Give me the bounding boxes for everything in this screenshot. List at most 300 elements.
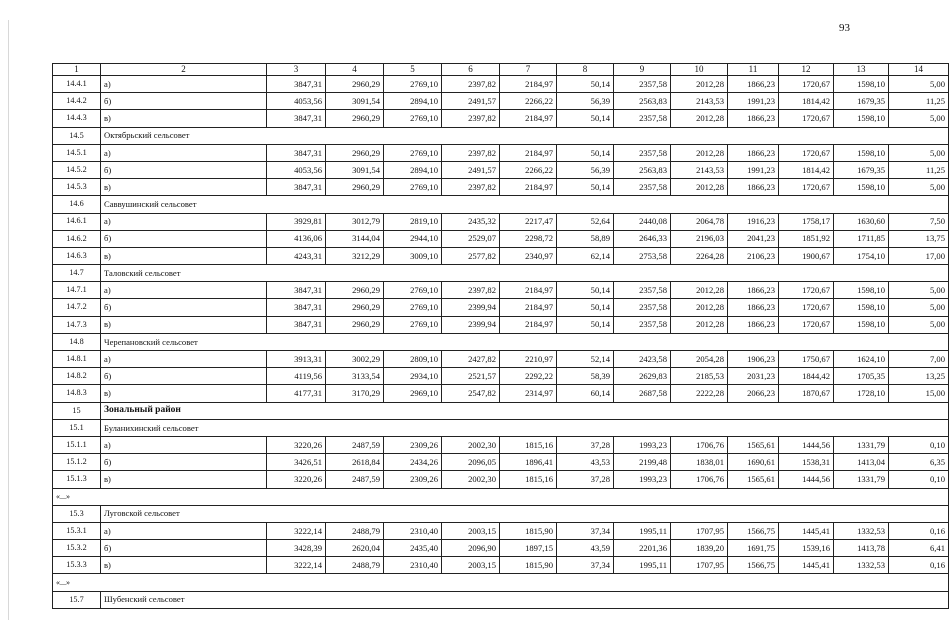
value-cell: 3212,29 — [326, 247, 384, 264]
value-cell: 1539,16 — [779, 540, 834, 557]
value-cell: 15,00 — [889, 385, 949, 402]
value-cell: 2357,58 — [614, 299, 671, 316]
value-cell: 1679,35 — [834, 93, 889, 110]
value-cell: 2769,10 — [384, 316, 442, 333]
value-cell: 2397,82 — [442, 76, 500, 93]
value-cell: 3847,31 — [267, 299, 326, 316]
value-cell: 2960,29 — [326, 299, 384, 316]
value-cell: 2143,53 — [671, 93, 728, 110]
value-cell: 3091,54 — [326, 93, 384, 110]
value-cell: 4243,31 — [267, 247, 326, 264]
row-code: 14.4.1 — [53, 76, 101, 93]
value-cell: 1331,79 — [834, 471, 889, 488]
value-cell: 3847,31 — [267, 282, 326, 299]
value-cell: 1991,23 — [728, 161, 779, 178]
value-cell: 2309,26 — [384, 436, 442, 453]
omission-mark: «...» — [53, 488, 949, 505]
value-cell: 2012,28 — [671, 282, 728, 299]
value-cell: 1900,67 — [779, 247, 834, 264]
value-cell: 1720,67 — [779, 110, 834, 127]
section-title: Таловский сельсовет — [101, 265, 949, 282]
row-code: 14.6.3 — [53, 247, 101, 264]
value-cell: 2012,28 — [671, 179, 728, 196]
omission-row — [53, 574, 949, 591]
value-cell: 2769,10 — [384, 299, 442, 316]
value-cell: 1413,78 — [834, 540, 889, 557]
value-cell: 1706,76 — [671, 436, 728, 453]
table-body — [53, 64, 949, 609]
value-cell: 2106,23 — [728, 247, 779, 264]
value-cell: 1815,16 — [500, 471, 557, 488]
value-cell: 2434,26 — [384, 454, 442, 471]
value-cell: 1720,67 — [779, 179, 834, 196]
section-title: Октябрьский сельсовет — [101, 127, 949, 144]
value-cell: 1598,10 — [834, 76, 889, 93]
value-cell: 2184,97 — [500, 316, 557, 333]
value-cell: 2143,53 — [671, 161, 728, 178]
column-header: 4 — [326, 64, 384, 76]
value-cell: 4136,06 — [267, 230, 326, 247]
row-variant: а) — [101, 144, 267, 161]
value-cell: 2196,03 — [671, 230, 728, 247]
value-cell: 3847,31 — [267, 144, 326, 161]
value-cell: 13,75 — [889, 230, 949, 247]
value-cell: 2521,57 — [442, 368, 500, 385]
row-variant: б) — [101, 230, 267, 247]
table-row — [53, 316, 949, 333]
column-header: 10 — [671, 64, 728, 76]
value-cell: 1993,23 — [614, 471, 671, 488]
value-cell: 3009,10 — [384, 247, 442, 264]
row-variant: а) — [101, 282, 267, 299]
value-cell: 2357,58 — [614, 179, 671, 196]
section-code: 15.3 — [53, 505, 101, 522]
section-row — [53, 419, 949, 436]
value-cell: 1598,10 — [834, 316, 889, 333]
column-number-header — [53, 64, 949, 76]
row-code: 15.1.3 — [53, 471, 101, 488]
value-cell: 2054,28 — [671, 351, 728, 368]
row-code: 14.5.1 — [53, 144, 101, 161]
row-code: 14.6.1 — [53, 213, 101, 230]
row-code: 14.8.1 — [53, 351, 101, 368]
value-cell: 2003,15 — [442, 522, 500, 539]
value-cell: 1720,67 — [779, 299, 834, 316]
tariff-table — [52, 63, 949, 609]
value-cell: 37,28 — [557, 436, 614, 453]
row-variant: б) — [101, 540, 267, 557]
value-cell: 3220,26 — [267, 471, 326, 488]
value-cell: 2185,53 — [671, 368, 728, 385]
value-cell: 2041,23 — [728, 230, 779, 247]
value-cell: 1720,67 — [779, 282, 834, 299]
row-code: 15.3.3 — [53, 557, 101, 574]
row-code: 14.8.3 — [53, 385, 101, 402]
table-row — [53, 368, 949, 385]
value-cell: 2210,97 — [500, 351, 557, 368]
value-cell: 2357,58 — [614, 76, 671, 93]
value-cell: 50,14 — [557, 110, 614, 127]
value-cell: 1413,04 — [834, 454, 889, 471]
value-cell: 1906,23 — [728, 351, 779, 368]
value-cell: 5,00 — [889, 299, 949, 316]
value-cell: 2399,94 — [442, 299, 500, 316]
value-cell: 52,14 — [557, 351, 614, 368]
row-variant: а) — [101, 522, 267, 539]
value-cell: 13,25 — [889, 368, 949, 385]
row-variant: а) — [101, 213, 267, 230]
value-cell: 7,00 — [889, 351, 949, 368]
value-cell: 2960,29 — [326, 144, 384, 161]
row-code: 14.5.2 — [53, 161, 101, 178]
value-cell: 0,10 — [889, 436, 949, 453]
value-cell: 3091,54 — [326, 161, 384, 178]
table-row — [53, 454, 949, 471]
value-cell: 2217,47 — [500, 213, 557, 230]
table-row — [53, 110, 949, 127]
section-title: Луговской сельсовет — [101, 505, 949, 522]
value-cell: 2819,10 — [384, 213, 442, 230]
value-cell: 2894,10 — [384, 161, 442, 178]
row-variant: б) — [101, 161, 267, 178]
value-cell: 2397,82 — [442, 110, 500, 127]
value-cell: 58,89 — [557, 230, 614, 247]
value-cell: 2769,10 — [384, 144, 442, 161]
value-cell: 1565,61 — [728, 436, 779, 453]
section-row — [53, 505, 949, 522]
value-cell: 5,00 — [889, 144, 949, 161]
value-cell: 2440,08 — [614, 213, 671, 230]
section-code: 14.6 — [53, 196, 101, 213]
value-cell: 5,00 — [889, 316, 949, 333]
row-variant: б) — [101, 93, 267, 110]
value-cell: 2769,10 — [384, 179, 442, 196]
row-variant: а) — [101, 351, 267, 368]
section-code: 15.1 — [53, 419, 101, 436]
value-cell: 5,00 — [889, 76, 949, 93]
value-cell: 2298,72 — [500, 230, 557, 247]
value-cell: 17,00 — [889, 247, 949, 264]
column-header: 7 — [500, 64, 557, 76]
value-cell: 2314,97 — [500, 385, 557, 402]
value-cell: 2563,83 — [614, 93, 671, 110]
section-row — [53, 333, 949, 350]
row-code: 14.8.2 — [53, 368, 101, 385]
section-title: Шубенский сельсовет — [101, 591, 949, 608]
value-cell: 3847,31 — [267, 76, 326, 93]
omission-row — [53, 488, 949, 505]
value-cell: 7,50 — [889, 213, 949, 230]
value-cell: 1332,53 — [834, 522, 889, 539]
value-cell: 1444,56 — [779, 436, 834, 453]
value-cell: 2809,10 — [384, 351, 442, 368]
value-cell: 3847,31 — [267, 179, 326, 196]
value-cell: 2357,58 — [614, 110, 671, 127]
value-cell: 2969,10 — [384, 385, 442, 402]
value-cell: 2357,58 — [614, 144, 671, 161]
value-cell: 2357,58 — [614, 282, 671, 299]
value-cell: 2488,79 — [326, 557, 384, 574]
value-cell: 1993,23 — [614, 436, 671, 453]
value-cell: 2096,90 — [442, 540, 500, 557]
value-cell: 3428,39 — [267, 540, 326, 557]
value-cell: 2435,40 — [384, 540, 442, 557]
value-cell: 4177,31 — [267, 385, 326, 402]
value-cell: 2266,22 — [500, 93, 557, 110]
value-cell: 1916,23 — [728, 213, 779, 230]
value-cell: 1754,10 — [834, 247, 889, 264]
column-header: 12 — [779, 64, 834, 76]
value-cell: 1720,67 — [779, 76, 834, 93]
value-cell: 2184,97 — [500, 282, 557, 299]
row-variant: б) — [101, 368, 267, 385]
table-row — [53, 351, 949, 368]
page-number: 93 — [839, 22, 850, 34]
row-code: 15.1.2 — [53, 454, 101, 471]
value-cell: 0,16 — [889, 522, 949, 539]
omission-mark: «...» — [53, 574, 949, 591]
table-row — [53, 557, 949, 574]
table-row — [53, 144, 949, 161]
column-header: 8 — [557, 64, 614, 76]
value-cell: 1598,10 — [834, 299, 889, 316]
table-row — [53, 385, 949, 402]
value-cell: 1844,42 — [779, 368, 834, 385]
row-code: 14.7.1 — [53, 282, 101, 299]
table-row — [53, 247, 949, 264]
value-cell: 2547,82 — [442, 385, 500, 402]
row-variant: в) — [101, 316, 267, 333]
row-variant: а) — [101, 436, 267, 453]
row-variant: в) — [101, 385, 267, 402]
value-cell: 1691,75 — [728, 540, 779, 557]
value-cell: 1598,10 — [834, 144, 889, 161]
value-cell: 43,59 — [557, 540, 614, 557]
column-header: 2 — [101, 64, 267, 76]
value-cell: 2894,10 — [384, 93, 442, 110]
district-row — [53, 402, 949, 419]
section-row — [53, 127, 949, 144]
value-cell: 2427,82 — [442, 351, 500, 368]
value-cell: 4119,56 — [267, 368, 326, 385]
value-cell: 1866,23 — [728, 179, 779, 196]
value-cell: 60,14 — [557, 385, 614, 402]
row-code: 14.7.3 — [53, 316, 101, 333]
table-row — [53, 213, 949, 230]
value-cell: 2769,10 — [384, 110, 442, 127]
value-cell: 5,00 — [889, 110, 949, 127]
section-code: 14.5 — [53, 127, 101, 144]
value-cell: 2769,10 — [384, 76, 442, 93]
value-cell: 2184,97 — [500, 76, 557, 93]
value-cell: 1707,95 — [671, 522, 728, 539]
value-cell: 1711,85 — [834, 230, 889, 247]
value-cell: 2399,94 — [442, 316, 500, 333]
value-cell: 2753,58 — [614, 247, 671, 264]
value-cell: 1995,11 — [614, 557, 671, 574]
row-variant: в) — [101, 179, 267, 196]
section-row — [53, 265, 949, 282]
value-cell: 2264,28 — [671, 247, 728, 264]
value-cell: 1332,53 — [834, 557, 889, 574]
value-cell: 2201,36 — [614, 540, 671, 557]
table-row — [53, 299, 949, 316]
value-cell: 4053,56 — [267, 93, 326, 110]
row-code: 14.6.2 — [53, 230, 101, 247]
value-cell: 0,10 — [889, 471, 949, 488]
value-cell: 1991,23 — [728, 93, 779, 110]
value-cell: 37,28 — [557, 471, 614, 488]
value-cell: 2487,59 — [326, 471, 384, 488]
value-cell: 2310,40 — [384, 522, 442, 539]
value-cell: 2096,05 — [442, 454, 500, 471]
value-cell: 37,34 — [557, 557, 614, 574]
value-cell: 2563,83 — [614, 161, 671, 178]
value-cell: 2618,84 — [326, 454, 384, 471]
column-header: 11 — [728, 64, 779, 76]
value-cell: 1815,90 — [500, 557, 557, 574]
value-cell: 50,14 — [557, 299, 614, 316]
table-row — [53, 76, 949, 93]
value-cell: 2488,79 — [326, 522, 384, 539]
value-cell: 3144,04 — [326, 230, 384, 247]
value-cell: 5,00 — [889, 179, 949, 196]
value-cell: 1707,95 — [671, 557, 728, 574]
section-row — [53, 591, 949, 608]
value-cell: 2012,28 — [671, 110, 728, 127]
value-cell: 1838,01 — [671, 454, 728, 471]
section-code: 15.7 — [53, 591, 101, 608]
value-cell: 1444,56 — [779, 471, 834, 488]
value-cell: 1814,42 — [779, 161, 834, 178]
value-cell: 2310,40 — [384, 557, 442, 574]
value-cell: 1598,10 — [834, 282, 889, 299]
value-cell: 1445,41 — [779, 557, 834, 574]
section-row — [53, 196, 949, 213]
section-title: Буланихинский сельсовет — [101, 419, 949, 436]
value-cell: 56,39 — [557, 161, 614, 178]
table-row — [53, 230, 949, 247]
value-cell: 2646,33 — [614, 230, 671, 247]
value-cell: 1331,79 — [834, 436, 889, 453]
column-header: 6 — [442, 64, 500, 76]
value-cell: 3002,29 — [326, 351, 384, 368]
value-cell: 1995,11 — [614, 522, 671, 539]
value-cell: 2002,30 — [442, 436, 500, 453]
row-variant: в) — [101, 247, 267, 264]
row-code: 15.1.1 — [53, 436, 101, 453]
section-code: 14.7 — [53, 265, 101, 282]
value-cell: 1758,17 — [779, 213, 834, 230]
value-cell: 58,39 — [557, 368, 614, 385]
section-code: 14.8 — [53, 333, 101, 350]
value-cell: 3426,51 — [267, 454, 326, 471]
value-cell: 50,14 — [557, 316, 614, 333]
value-cell: 2960,29 — [326, 316, 384, 333]
value-cell: 2944,10 — [384, 230, 442, 247]
value-cell: 56,39 — [557, 93, 614, 110]
section-title: Черепановский сельсовет — [101, 333, 949, 350]
value-cell: 1866,23 — [728, 299, 779, 316]
table-row — [53, 282, 949, 299]
table-row — [53, 161, 949, 178]
value-cell: 43,53 — [557, 454, 614, 471]
value-cell: 50,14 — [557, 144, 614, 161]
value-cell: 2960,29 — [326, 179, 384, 196]
value-cell: 2012,28 — [671, 144, 728, 161]
table-row — [53, 179, 949, 196]
value-cell: 3913,31 — [267, 351, 326, 368]
row-code: 14.5.3 — [53, 179, 101, 196]
value-cell: 2934,10 — [384, 368, 442, 385]
row-code: 14.4.2 — [53, 93, 101, 110]
value-cell: 2340,97 — [500, 247, 557, 264]
column-header: 1 — [53, 64, 101, 76]
value-cell: 2012,28 — [671, 316, 728, 333]
value-cell: 3133,54 — [326, 368, 384, 385]
row-code: 14.7.2 — [53, 299, 101, 316]
value-cell: 1630,60 — [834, 213, 889, 230]
value-cell: 5,00 — [889, 282, 949, 299]
value-cell: 2292,22 — [500, 368, 557, 385]
value-cell: 1851,92 — [779, 230, 834, 247]
value-cell: 2309,26 — [384, 471, 442, 488]
value-cell: 2629,83 — [614, 368, 671, 385]
value-cell: 52,64 — [557, 213, 614, 230]
value-cell: 2960,29 — [326, 110, 384, 127]
row-variant: б) — [101, 454, 267, 471]
value-cell: 1598,10 — [834, 110, 889, 127]
value-cell: 1815,90 — [500, 522, 557, 539]
value-cell: 1897,15 — [500, 540, 557, 557]
value-cell: 2423,58 — [614, 351, 671, 368]
value-cell: 50,14 — [557, 76, 614, 93]
row-variant: в) — [101, 557, 267, 574]
value-cell: 2266,22 — [500, 161, 557, 178]
value-cell: 2064,78 — [671, 213, 728, 230]
value-cell: 1566,75 — [728, 522, 779, 539]
value-cell: 11,25 — [889, 93, 949, 110]
value-cell: 1896,41 — [500, 454, 557, 471]
table-row — [53, 540, 949, 557]
value-cell: 11,25 — [889, 161, 949, 178]
column-header: 3 — [267, 64, 326, 76]
value-cell: 3220,26 — [267, 436, 326, 453]
value-cell: 4053,56 — [267, 161, 326, 178]
value-cell: 2184,97 — [500, 110, 557, 127]
column-header: 5 — [384, 64, 442, 76]
page-margin-line — [8, 20, 9, 620]
value-cell: 1870,67 — [779, 385, 834, 402]
value-cell: 2769,10 — [384, 282, 442, 299]
row-variant: в) — [101, 471, 267, 488]
value-cell: 1598,10 — [834, 179, 889, 196]
value-cell: 1720,67 — [779, 144, 834, 161]
district-title: Зональный район — [101, 402, 949, 419]
table-row — [53, 436, 949, 453]
value-cell: 3847,31 — [267, 110, 326, 127]
value-cell: 6,41 — [889, 540, 949, 557]
row-variant: а) — [101, 76, 267, 93]
value-cell: 2184,97 — [500, 179, 557, 196]
value-cell: 1866,23 — [728, 282, 779, 299]
value-cell: 2357,58 — [614, 316, 671, 333]
value-cell: 3170,29 — [326, 385, 384, 402]
value-cell: 2491,57 — [442, 161, 500, 178]
value-cell: 1866,23 — [728, 76, 779, 93]
row-code: 15.3.2 — [53, 540, 101, 557]
value-cell: 3222,14 — [267, 522, 326, 539]
